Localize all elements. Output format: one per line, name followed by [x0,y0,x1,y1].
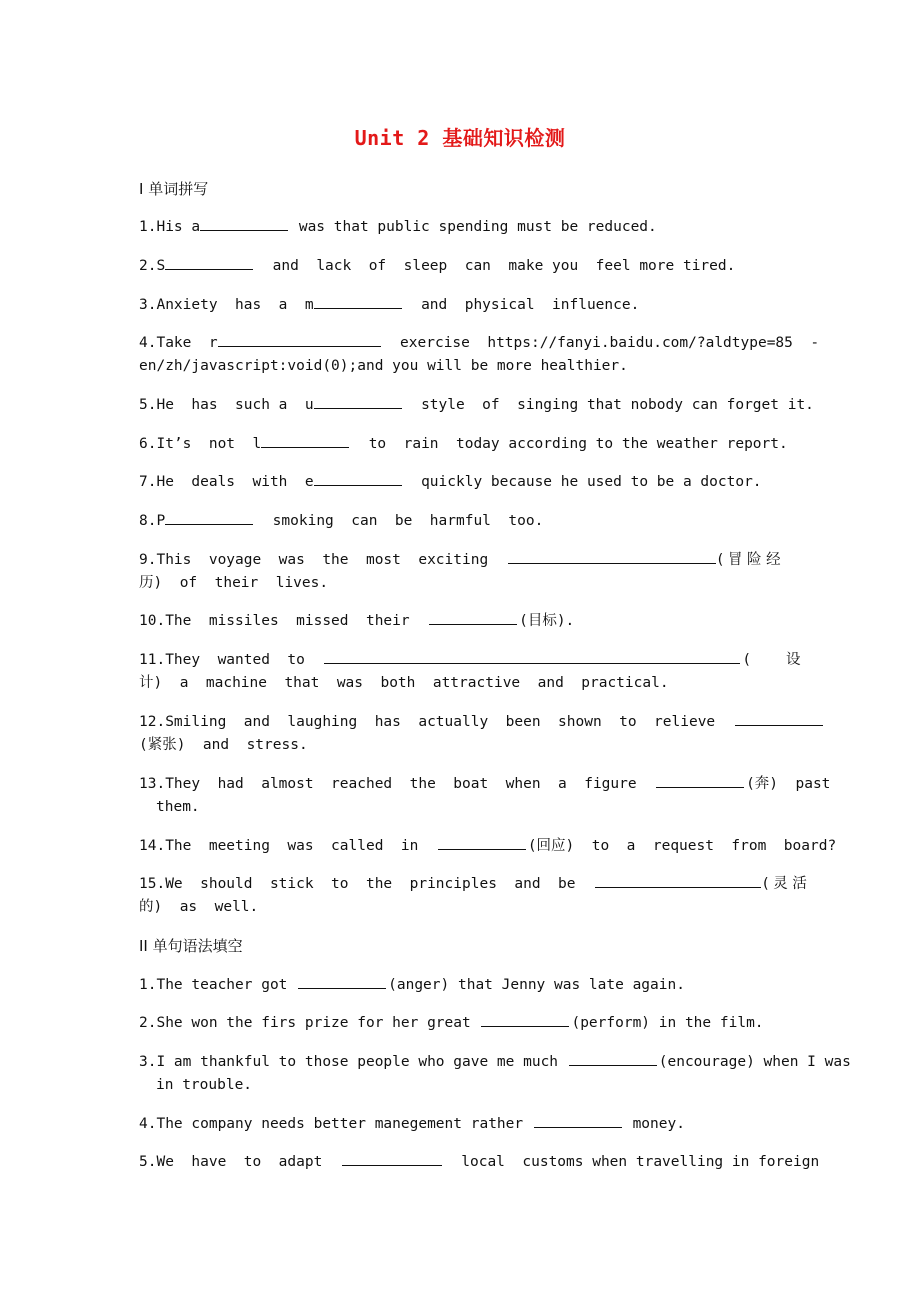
answer-blank[interactable] [324,649,740,664]
question-9: 9.This voyage was the most exciting ( 冒 险 经 [139,549,783,571]
answer-blank[interactable] [165,255,253,270]
question-3: 3.Anxiety has a m and physical influence. [139,294,783,316]
question-13: 13.They had almost reached the boat when a figure (奔) past [139,773,783,795]
question-11-continued: 计) a machine that was both attractive and practical. [139,675,669,691]
question-13-continued: them. [156,799,200,815]
answer-blank[interactable] [481,1012,569,1027]
question-2: 2.S and lack of sleep can make you feel more tired. [139,255,783,277]
question-12: 12.Smiling and laughing has actually been shown to relieve [139,711,783,733]
question-8: 8.P smoking can be harmful too. [139,510,783,532]
answer-blank[interactable] [569,1051,657,1066]
question-5: 5.He has such a u style of singing that nobody can forget it. [139,394,783,416]
question-10: 10.The missiles missed their (目标). [139,610,783,632]
question-4-continued: en/zh/javascript:void(0);and you will be more healthier. [139,358,628,374]
answer-blank[interactable] [314,471,402,486]
question-4: 4.Take r exercise https://fanyi.baidu.com/?aldtype=85 - [139,332,783,354]
question-1: 1.His a was that public spending must be reduced. [139,216,783,238]
grammar-question-1: 1.The teacher got (anger) that Jenny was late again. [139,974,783,996]
answer-blank[interactable] [314,294,402,309]
section-heading-spelling: I 单词拼写 [139,180,209,198]
answer-blank[interactable] [165,510,253,525]
question-14: 14.The meeting was called in (回应) to a request from board? [139,835,783,857]
question-15: 15.We should stick to the principles and be ( 灵 活 [139,873,783,895]
answer-blank[interactable] [298,974,386,989]
grammar-question-4: 4.The company needs better manegement rather money. [139,1113,783,1135]
answer-blank[interactable] [595,873,761,888]
answer-blank[interactable] [314,394,402,409]
grammar-question-5: 5.We have to adapt local customs when travelling in foreign [139,1151,783,1173]
question-11: 11.They wanted to ( 设 [139,649,783,671]
answer-blank[interactable] [534,1113,622,1128]
question-9-continued: 历) of their lives. [139,575,329,591]
section-heading-grammar: II 单句语法填空 [139,937,243,955]
grammar-question-2: 2.She won the firs prize for her great (perform) in the film. [139,1012,783,1034]
answer-blank[interactable] [508,549,716,564]
question-6: 6.It’s not l to rain today according to the weather report. [139,433,783,455]
question-15-continued: 的) as well. [139,899,259,915]
page-title: Unit 2 基础知识检测 [354,126,566,150]
answer-blank[interactable] [429,610,517,625]
answer-blank[interactable] [735,711,823,726]
answer-blank[interactable] [261,433,349,448]
question-12-continued: (紧张) and stress. [139,737,308,753]
answer-blank[interactable] [218,332,381,347]
answer-blank[interactable] [342,1151,442,1166]
question-7: 7.He deals with e quickly because he used to be a doctor. [139,471,783,493]
answer-blank[interactable] [438,835,526,850]
answer-blank[interactable] [656,773,744,788]
grammar-question-3-continued: in trouble. [156,1077,253,1093]
grammar-question-3: 3.I am thankful to those people who gave me much (encourage) when I was [139,1051,783,1073]
answer-blank[interactable] [200,216,288,231]
